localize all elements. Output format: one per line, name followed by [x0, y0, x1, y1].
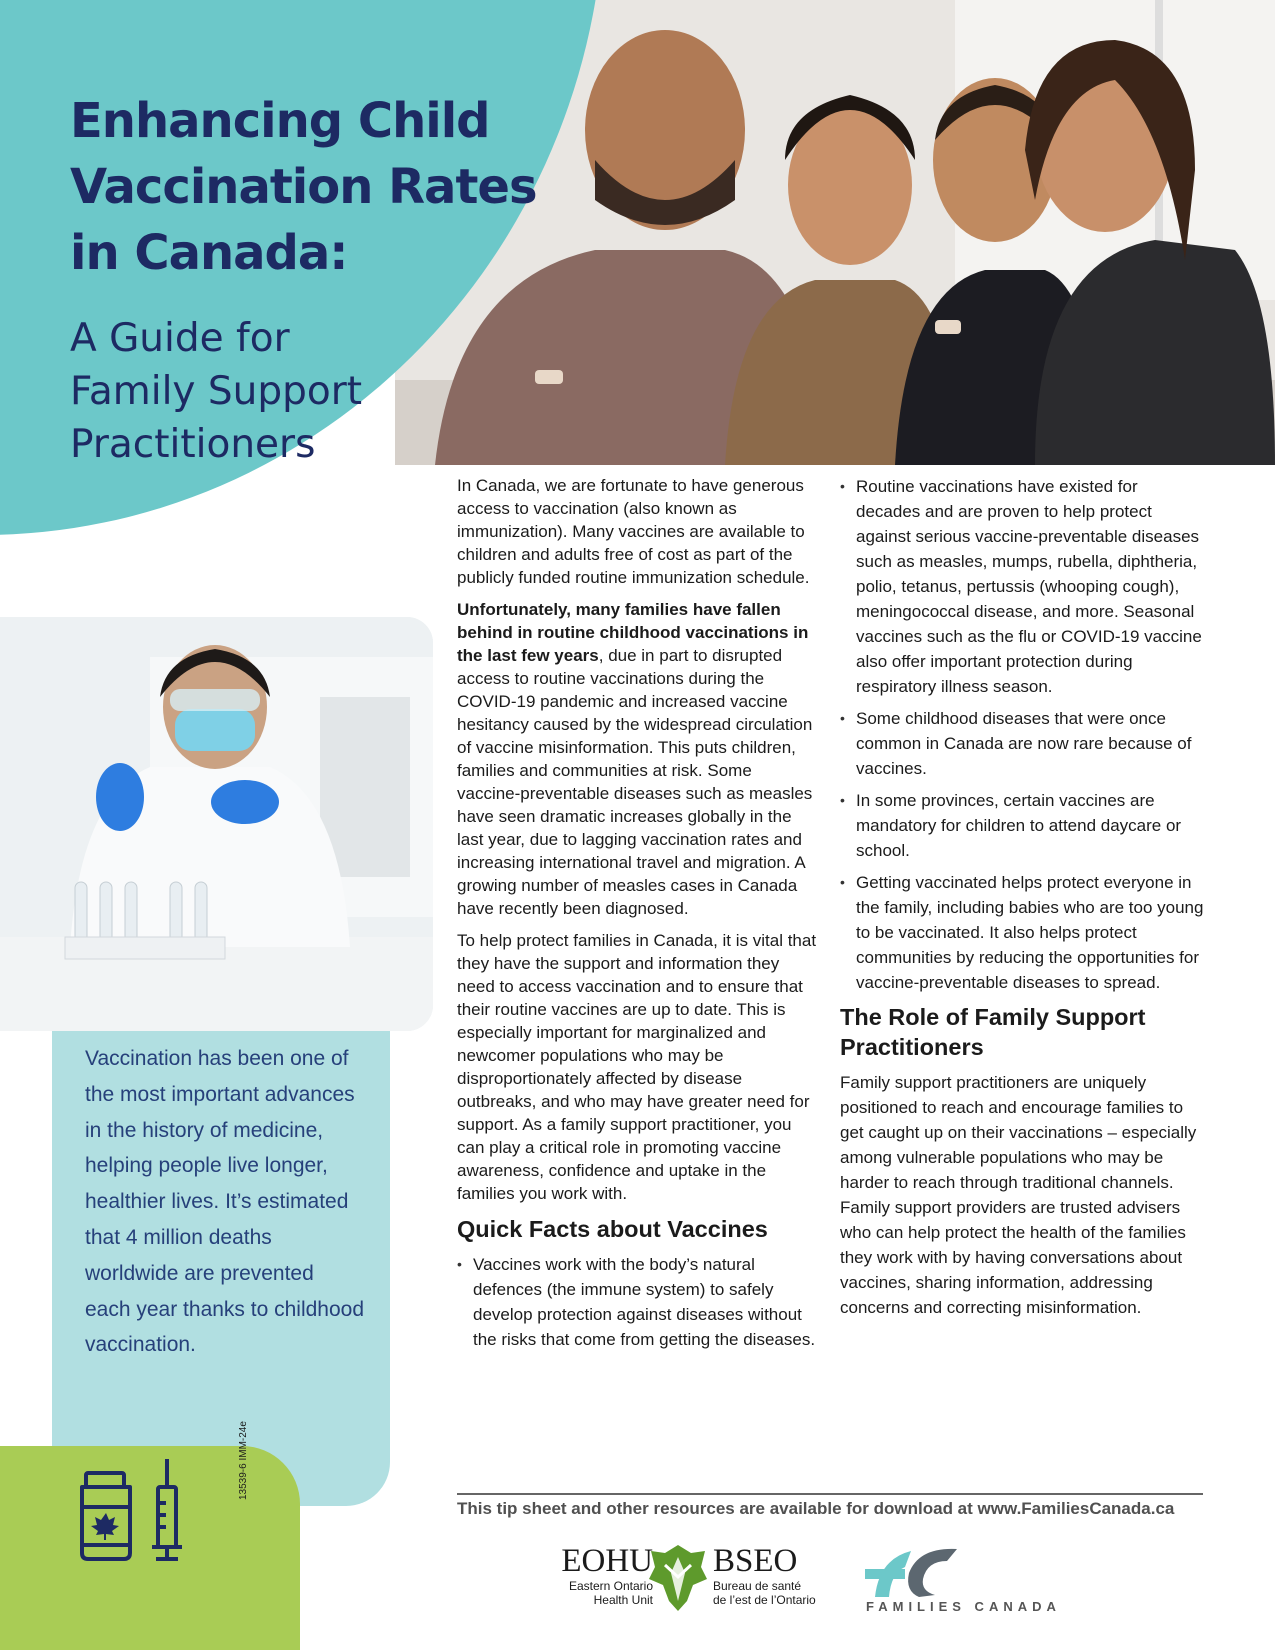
eohu-logo [543, 1543, 823, 1613]
eohu-abbreviation: EOHU [561, 1543, 653, 1579]
title-line: Vaccination Rates [70, 159, 537, 215]
footer-divider [457, 1493, 1203, 1495]
quick-facts-list-continued [840, 474, 1205, 995]
support-paragraph: To help protect families in Canada, it is vital that they have the support and information they need to access vaccination and to ensure that their routine vaccines are up to date. This is especially important for marginalized and newcomer populations who may be disproportionately affected by disease outbreaks, and who may have greater need for support. As a family support practitioner, you can play a critical role in promoting vaccine awareness, confidence and uptake in the families you work with. [457, 931, 817, 1203]
body-column-right [840, 474, 1205, 1329]
eohu-name-line: Health Unit [593, 1593, 653, 1607]
list-item: • In some provinces, certain vaccines are mandatory for children to attend daycare or school. [840, 788, 1205, 863]
subtitle-line: A Guide for [70, 316, 290, 361]
title-line: in Canada: [70, 225, 348, 281]
bseo-name-line: de l’est de l’Ontario [713, 1593, 816, 1607]
title-block [70, 88, 590, 471]
intro-paragraph: In Canada, we are fortunate to have generous access to vaccination (also known as immunization). Many vaccines are available to children and adults free of cost as part of the publicly funded routine immunization schedule. [457, 476, 810, 587]
maple-leaf-icon [91, 1513, 119, 1540]
bseo-abbreviation: BSEO [713, 1543, 798, 1579]
scientist-photo [0, 617, 433, 1031]
subtitle-line: Family Support [70, 369, 363, 414]
quick-facts-heading: Quick Facts about Vaccines [457, 1216, 768, 1242]
list-item: • Routine vaccinations have existed for decades and are proven to help protect against serious vaccine-preventable diseases such as measles, mumps, rubella, diphtheria, polio, tetanus, pertussis (whooping cough), meningococcal disease, and more. Seasonal vaccines such as the flu or COVID-19 vaccine also offer important protection during respiratory illness season. [840, 474, 1205, 699]
list-item: • Vaccines work with the body’s natural defences (the immune system) to safely develop protection against diseases without the risks that come from getting the diseases. [457, 1252, 817, 1352]
eohu-name-line: Eastern Ontario [568, 1579, 653, 1593]
risk-paragraph [457, 598, 817, 920]
risk-paragraph-emphasis: Unfortunately, many families have fallen behind in routine childhood vaccinations in the last few years [457, 600, 809, 665]
families-canada-wordmark: FAMILIES CANADA [866, 1599, 1061, 1614]
list-item: • Some childhood diseases that were once common in Canada are now rare because of vaccines. [840, 706, 1205, 781]
title-line: Enhancing Child [70, 93, 490, 149]
bseo-name-line: Bureau de santé [713, 1579, 802, 1593]
quick-facts-list [457, 1252, 817, 1352]
subtitle-line: Practitioners [70, 422, 316, 467]
list-item: • Getting vaccinated helps protect everyone in the family, including babies who are too young to be vaccinated. It also helps protect communities by reducing the opportunities for vaccine-preventable diseases to spread. [840, 870, 1205, 995]
page-title [70, 88, 590, 286]
role-paragraph: Family support practitioners are uniquely positioned to reach and encourage families to get caught up on their vaccinations – especially among vulnerable populations who may be harder to reach through traditional channels. Family support providers are trusted advisers who can help protect the health of the families they work with by having conversations about vaccines, sharing information, addressing concerns and correcting misinformation. [840, 1073, 1197, 1317]
body-column-left [457, 474, 817, 1359]
vaccine-icons [78, 1455, 198, 1585]
risk-paragraph-text: , due in part to disrupted access to routine vaccinations during the COVID-19 pandemic and increased vaccine hesitancy caused by the widespread circulation of vaccine misinformation. This puts children, families and communities at risk. Some vaccine-preventable diseases such as measles have seen dramatic increases globally in the last year, due to lagging vaccination rates and increasing international travel and migration. A growing number of measles cases in Canada have recently been diagnosed. [457, 646, 813, 918]
families-canada-logo-icon [865, 1545, 965, 1599]
vaccine-vial-and-syringe-icon [78, 1455, 198, 1580]
role-heading: The Role of Family Support Practitioners [840, 1004, 1146, 1060]
eohu-leaf-icon [647, 1543, 709, 1613]
page-subtitle [70, 312, 590, 471]
document-code: 13539-6 IMM-24e [238, 1421, 249, 1500]
quote-text: Vaccination has been one of the most important advances in the history of medicine, helping people live longer, healthier lives. It’s estimated that 4 million deaths worldwide are prevented each year thanks to childhood vaccination. [85, 1047, 365, 1357]
footer-resources-text: This tip sheet and other resources are available for download at www.FamiliesCanada.ca [457, 1499, 1175, 1518]
